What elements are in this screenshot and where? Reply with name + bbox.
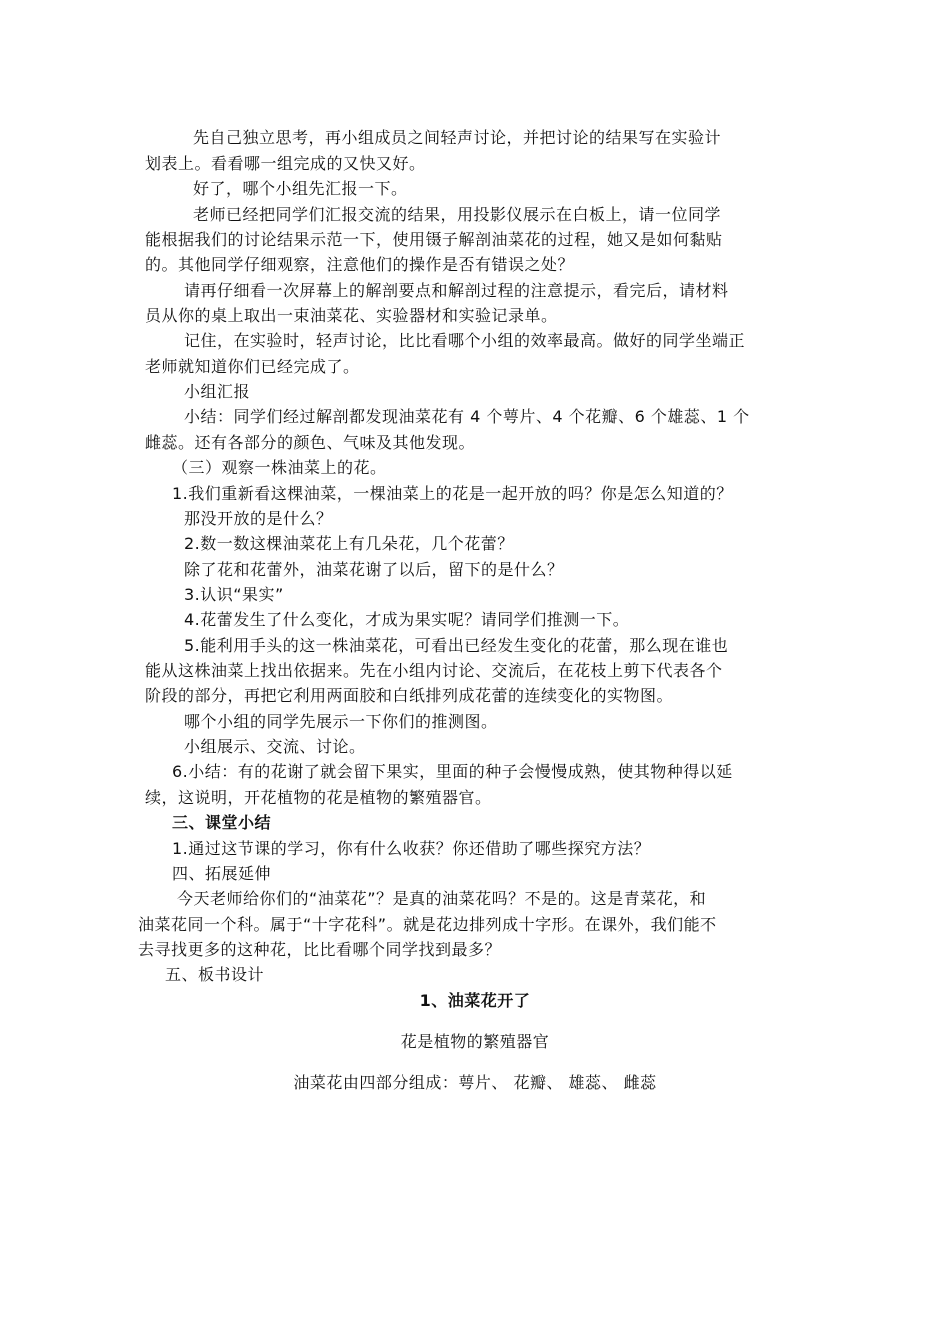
paragraph-line: 员从你的桌上取出一束油菜花、实验器材和实验记录单。 xyxy=(145,306,558,325)
paragraph-line: 小结：同学们经过解剖都发现油菜花有 4 个萼片、4 个花瓣、6 个雄蕊、1 个 xyxy=(184,407,750,426)
section-heading-board: 五、板书设计 xyxy=(165,965,265,984)
paragraph-line: 划表上。看看哪一组完成的又快又好。 xyxy=(145,154,426,173)
paragraph-line: 小组展示、交流、讨论。 xyxy=(184,737,366,756)
paragraph-line: 哪个小组的同学先展示一下你们的推测图。 xyxy=(184,712,498,731)
paragraph-line: 续，这说明，开花植物的花是植物的繁殖器官。 xyxy=(145,788,492,807)
paragraph-line: 的。其他同学仔细观察，注意他们的操作是否有错误之处？ xyxy=(145,255,575,274)
paragraph-line: 能从这株油菜上找出依据来。先在小组内讨论、交流后，在花枝上剪下代表各个 xyxy=(145,661,723,680)
section-heading: （三）观察一株油菜上的花。 xyxy=(172,458,387,477)
paragraph-line: 5.能利用手头的这一株油菜花，可看出已经发生变化的花蕾，那么现在谁也 xyxy=(184,636,729,655)
paragraph-line: 阶段的部分，再把它利用两面胶和白纸排列成花蕾的连续变化的实物图。 xyxy=(145,686,674,705)
paragraph-line: 1.我们重新看这棵油菜，一棵油菜上的花是一起开放的吗？你是怎么知道的？ xyxy=(172,484,733,503)
paragraph-line: 好了，哪个小组先汇报一下。 xyxy=(193,179,408,198)
paragraph-line: 能根据我们的讨论结果示范一下，使用镊子解剖油菜花的过程，她又是如何黏贴 xyxy=(145,230,723,249)
board-title: 1、油菜花开了 xyxy=(419,991,531,1010)
paragraph-line: 6.小结：有的花谢了就会留下果实，里面的种子会慢慢成熟，使其物种得以延 xyxy=(172,762,733,781)
paragraph-line: 4.花蕾发生了什么变化，才成为果实呢？请同学们推测一下。 xyxy=(184,610,630,629)
section-heading-extension: 四、拓展延伸 xyxy=(172,864,272,883)
paragraph-line: 今天老师给你们的“油菜花”？是真的油菜花吗？不是的。这是青菜花，和 xyxy=(177,889,707,908)
paragraph-line: 小组汇报 xyxy=(184,382,251,401)
paragraph-line: 1.通过这节课的学习，你有什么收获？你还借助了哪些探究方法？ xyxy=(172,839,651,858)
paragraph-line: 老师已经把同学们汇报交流的结果，用投影仪展示在白板上，请一位同学 xyxy=(193,205,722,224)
paragraph-line: 请再仔细看一次屏幕上的解剖要点和解剖过程的注意提示，看完后，请材料 xyxy=(184,281,729,300)
paragraph-line: 那没开放的是什么？ xyxy=(184,509,333,528)
paragraph-line: 去寻找更多的这种花，比比看哪个同学找到最多？ xyxy=(138,940,502,959)
paragraph-line: 先自己独立思考，再小组成员之间轻声讨论，并把讨论的结果写在实验计 xyxy=(193,128,722,147)
paragraph-line: 2.数一数这棵油菜花上有几朵花，几个花蕾？ xyxy=(184,534,514,553)
board-line: 油菜花由四部分组成：萼片、 花瓣、 雄蕊、 雌蕊 xyxy=(293,1073,657,1092)
paragraph-line: 雌蕊。还有各部分的颜色、气味及其他发现。 xyxy=(145,433,476,452)
section-heading-summary: 三、课堂小结 xyxy=(172,813,272,832)
board-line: 花是植物的繁殖器官 xyxy=(400,1032,550,1051)
paragraph-line: 记住，在实验时，轻声讨论，比比看哪个小组的效率最高。做好的同学坐端正 xyxy=(184,331,746,350)
paragraph-line: 3.认识“果实” xyxy=(184,585,284,604)
paragraph-line: 除了花和花蕾外，油菜花谢了以后，留下的是什么？ xyxy=(184,560,564,579)
paragraph-line: 老师就知道你们已经完成了。 xyxy=(145,357,360,376)
paragraph-line: 油菜花同一个科。属于“十字花科”。就是花边排列成十字形。在课外，我们能不 xyxy=(138,915,717,934)
